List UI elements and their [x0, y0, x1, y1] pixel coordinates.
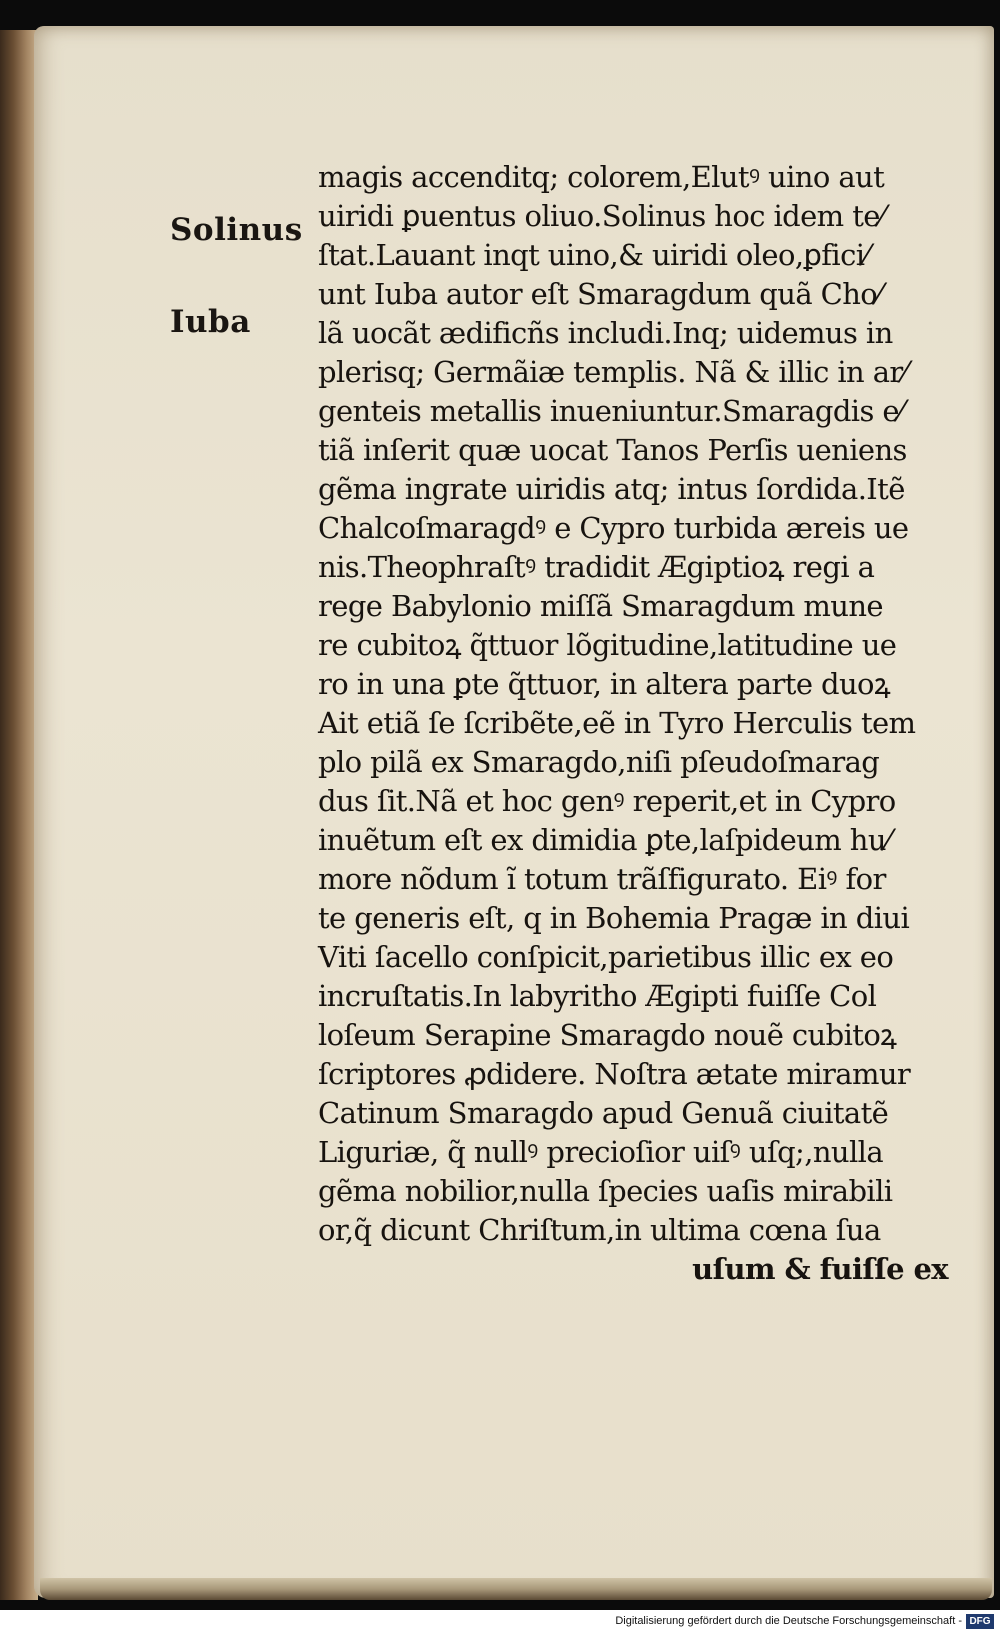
- text-line: more nõdum ĩ totum trãſfigurato. Eiꝰ for: [318, 862, 886, 896]
- text-line: re cubitoꝝ q̃ttuor lõgitudine,latitudine ue: [318, 628, 897, 662]
- text-line: Catinum Smaragdo apud Genuã ciuitatẽ: [318, 1096, 889, 1130]
- text-line: magis accenditq; colorem,Elutꝰ uino aut: [318, 160, 885, 194]
- text-line: Ait etiã ſe ſcribẽte,eẽ in Tyro Herculis tem: [318, 706, 916, 740]
- text-line: nis.Theophraſtꝰ tradidit Ægiptioꝝ regi a: [318, 550, 875, 584]
- body-text: [318, 158, 958, 1289]
- text-line: te generis eſt, q in Bohemia Pragæ in diui: [318, 901, 910, 935]
- text-line: gẽma nobilior,nulla ſpecies uaſis mirabili: [318, 1174, 893, 1208]
- book-spine: [0, 30, 38, 1600]
- margin-note-solinus: Solinus: [170, 212, 303, 248]
- text-line: incruſtatis.In labyritho Ægipti fuiſſe Col: [318, 979, 877, 1013]
- text-line: or,q̃ dicunt Chriſtum,in ultima cœna ſua: [318, 1213, 881, 1247]
- text-line: Chalcoſmaragdꝰ e Cypro turbida æreis ue: [318, 511, 909, 545]
- text-line: ſtat.Lauant inqt uino,& uiridi oleo,ꝑfici⁄: [318, 238, 869, 272]
- page-edge: [40, 1578, 992, 1600]
- footer-bar: [0, 1610, 1000, 1635]
- text-line: rege Babylonio miſſã Smaragdum mune: [318, 589, 883, 623]
- funding-credit: Digitalisierung gefördert durch die Deutsche Forschungsgemeinschaft -: [615, 1615, 962, 1627]
- text-line: ro in una ꝑte q̃ttuor, in altera parte duoꝝ: [318, 667, 891, 701]
- text-line: inuẽtum eſt ex dimidia ꝑte,laſpideum hu⁄: [318, 823, 891, 857]
- text-line: loſeum Serapine Smaragdo nouẽ cubitoꝝ: [318, 1018, 897, 1052]
- text-line: tiã inſerit quæ uocat Tanos Perſis ueniens: [318, 433, 907, 467]
- margin-note-iuba: Iuba: [170, 304, 251, 340]
- text-line: dus ſit.Nã et hoc genꝰ reperit,et in Cypro: [318, 784, 896, 818]
- text-line: plo pilã ex Smaragdo,niſi pſeudoſmarag: [318, 745, 880, 779]
- text-line: genteis metallis inueniuntur.Smaragdis e⁄: [318, 394, 904, 428]
- text-line: unt Iuba autor eſt Smaragdum quã Cho⁄: [318, 277, 882, 311]
- text-line: Viti ſacello conſpicit,parietibus illic ex eo: [318, 940, 894, 974]
- text-line: gẽma ingrate uiridis atq; intus ſordida.Itẽ: [318, 472, 905, 506]
- text-line: lã uocãt ædificñs includi.Inq; uidemus in: [318, 316, 893, 350]
- dfg-logo-icon: DFG: [966, 1614, 994, 1629]
- text-line: ſcriptores ꝓdidere. Noſtra ætate miramur: [318, 1057, 911, 1091]
- text-line: uiridi ꝑuentus oliuo.Solinus hoc idem te⁄: [318, 199, 885, 233]
- text-line: Liguriæ, q̃ nullꝰ precioſior uiſꝰ uſq;,nulla: [318, 1135, 884, 1169]
- text-line: plerisq; Germãiæ templis. Nã & illic in ar⁄: [318, 355, 907, 389]
- text-line-catchword: uſum & fuiſſe ex: [692, 1252, 948, 1286]
